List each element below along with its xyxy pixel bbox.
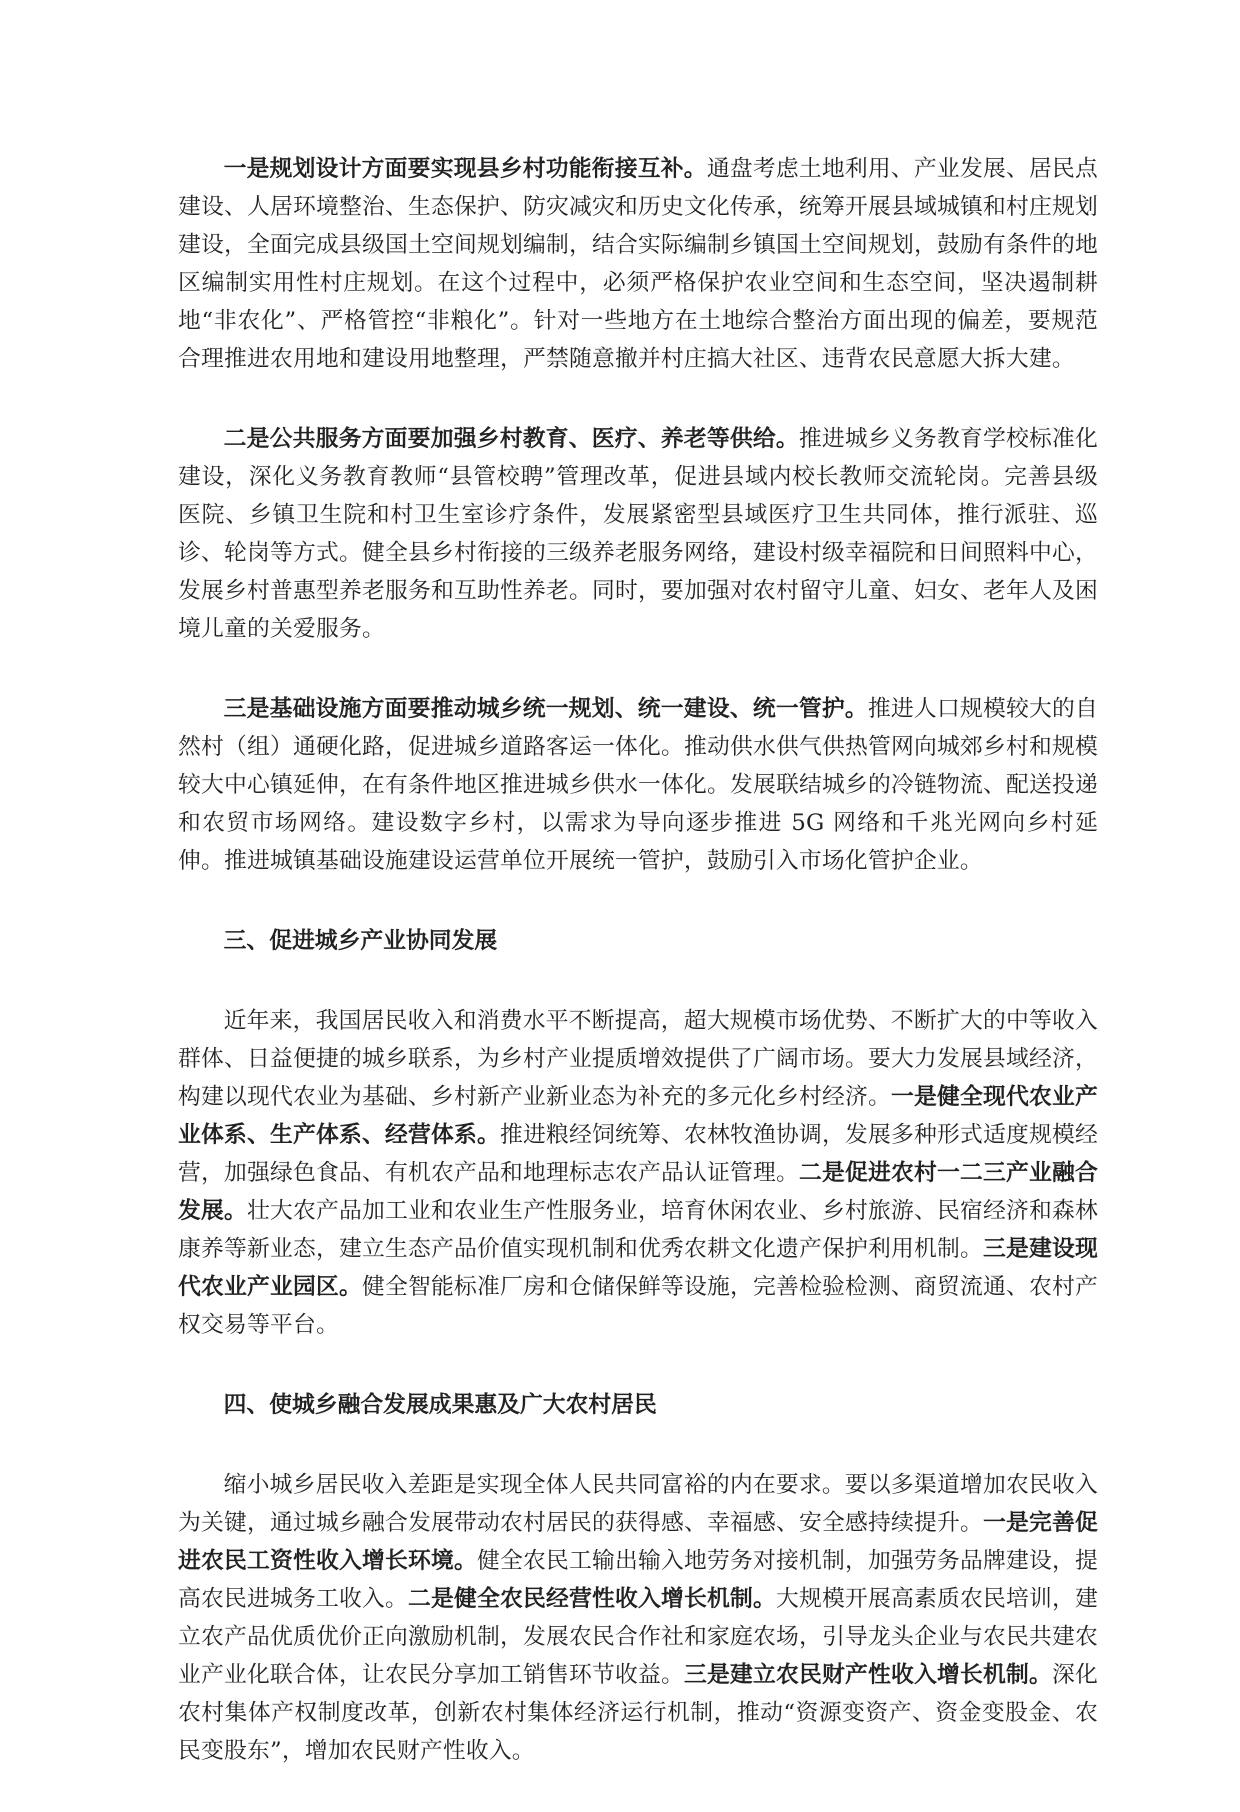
paragraph-text: 推进人口规模较大的自然村（组）通硬化路，促进城乡道路客运一体化。推动供水供气供热管网向城郊乡村和规模较大中心镇延伸，在有条件地区推进城乡供水一体化。发展联结城乡的冷链物流、配送投递和农贸市场网络。建设数字乡村，以需求为导向逐步推进 5G 网络和千兆光网向乡村延伸。推进城镇基础设施建设运营单位开展统一管护，鼓励引入市场化管护企业。 — [178, 696, 1099, 874]
section-heading-income: 四、使城乡融合发展成果惠及广大农村居民 — [223, 1392, 657, 1418]
paragraph-text: 大规模开展高素质农民培训，建立农产品优质优价正向激励机制，发展农民合作社和家庭农场，引导龙头企业与农民共建农业产业化联合体，让农民分享加工销售环节收益。 — [178, 1586, 1098, 1688]
paragraph-text: 推进城乡义务教育学校标准化建设，深化义务教育教师“县管校聘”管理改革，促进县域内校长教师交流轮岗。完善县级医院、乡镇卫生院和村卫生室诊疗条件，发展紧密型县域医疗卫生共同体，推行派驻、巡诊、轮岗等方式。健全县乡村衔接的三级养老服务网络，建设村级幸福院和日间照料中心，发展乡村普惠型养老服务和互助性养老。同时，要加强对农村留守儿童、妇女、老年人及困境儿童的关爱服务。 — [178, 426, 1099, 642]
lead-sentence: 二是公共服务方面要加强乡村教育、医疗、养老等供给。 — [223, 426, 799, 452]
lead-sentence: 三是基础设施方面要推动城乡统一规划、统一建设、统一管护。 — [223, 696, 868, 722]
paragraph-text: 推进粮经饲统筹、农林牧渔协调，发展多种形式适度规模经营，加强绿色食品、有机农产品和地理标志农产品认证管理。 — [178, 1122, 1098, 1186]
paragraph-text: 近年来，我国居民收入和消费水平不断提高，超大规模市场优势、不断扩大的中等收入群体、日益便捷的城乡联系，为乡村产业提质增效提供了广阔市场。要大力发展县域经济，构建以现代农业为基础、乡村新产业新业态为补充的多元化乡村经济。 — [178, 1008, 1098, 1110]
paragraph-public-services — [178, 420, 1098, 648]
lead-sentence: 一是完善促进农民工资性收入增长环境。 — [178, 1510, 1099, 1574]
paragraph-text: 健全智能标准厂房和仓储保鲜等设施，完善检验检测、商贸流通、农村产权交易等平台。 — [178, 1274, 1098, 1338]
lead-sentence: 三是建设现代农业产业园区。 — [178, 1236, 1099, 1300]
paragraph-text: 缩小城乡居民收入差距是实现全体人民共同富裕的内在要求。要以多渠道增加农民收入为关键，通过城乡融合发展带动农村居民的获得感、幸福感、安全感持续提升。 — [178, 1472, 1098, 1536]
lead-sentence: 二是促进农村一二三产业融合发展。 — [178, 1160, 1098, 1224]
lead-sentence: 二是健全农民经营性收入增长机制。 — [408, 1586, 776, 1612]
paragraph-infrastructure — [178, 690, 1098, 880]
paragraph-text: 健全农民工输出输入地劳务对接机制，加强劳务品牌建设，提高农民进城务工收入。 — [178, 1548, 1098, 1612]
paragraph-text: 壮大农产品加工业和农业生产性服务业，培育休闲农业、乡村旅游、民宿经济和森林康养等新业态，建立生态产品价值实现机制和优秀农耕文化遗产保护利用机制。 — [178, 1198, 1098, 1262]
section-heading-industry: 三、促进城乡产业协同发展 — [223, 928, 498, 954]
lead-sentence: 三是建立农民财产性收入增长机制。 — [684, 1662, 1052, 1688]
lead-sentence: 一是规划设计方面要实现县乡村功能衔接互补。 — [223, 156, 707, 182]
document-page — [178, 150, 1098, 1812]
paragraph-planning-design — [178, 150, 1098, 378]
paragraph-text: 通盘考虑土地利用、产业发展、居民点建设、人居环境整治、生态保护、防灾减灾和历史文化传承，统筹开展县域城镇和村庄规划建设，全面完成县级国土空间规划编制，结合实际编制乡镇国土空间规划，鼓励有条件的地区编制实用性村庄规划。在这个过程中，必须严格保护农业空间和生态空间，坚决遏制耕地“非农化”、严格管控“非粮化”。针对一些地方在土地综合整治方面出现的偏差，要规范合理推进农用地和建设用地整理，严禁随意撤并村庄搞大社区、违背农民意愿大拆大建。 — [178, 156, 1098, 372]
lead-sentence: 一是健全现代农业产业体系、生产体系、经营体系。 — [178, 1084, 1098, 1148]
paragraph-industry — [178, 1002, 1098, 1344]
paragraph-text: 深化农村集体产权制度改革，创新农村集体经济运行机制，推动“资源变资产、资金变股金、农民变股东”，增加农民财产性收入。 — [178, 1662, 1098, 1764]
paragraph-income — [178, 1466, 1098, 1770]
